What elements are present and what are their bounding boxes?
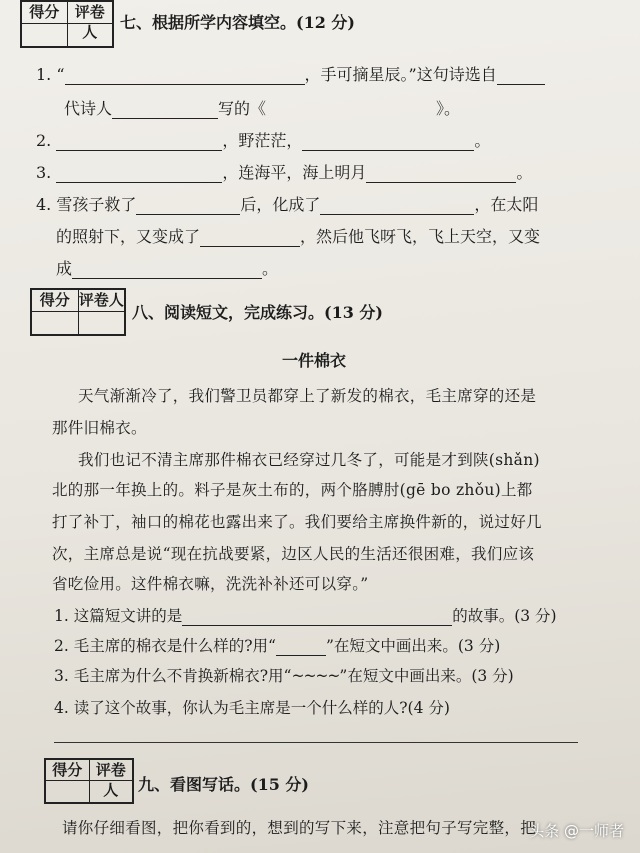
story-p2-line4: 次，主席总是说“现在抗战要紧，边区人民的生活还很困难，我们应该 xyxy=(52,545,535,563)
section7-q1-line2: 代诗人 写的《 》。 xyxy=(64,99,461,118)
story-p1-line1: 天气渐渐冷了，我们警卫员都穿上了新发的棉衣，毛主席穿的还是 xyxy=(78,387,537,405)
wavy-line-mark: ~~~~ xyxy=(291,667,340,685)
section7-q1-line1: 1. “ ，手可摘星辰。”这句诗选自 xyxy=(36,62,545,85)
score-label: 得分 xyxy=(46,760,90,781)
blank[interactable] xyxy=(302,132,474,151)
score-box-section9 xyxy=(44,758,134,804)
straight-line-mark xyxy=(276,637,326,656)
answer-line[interactable] xyxy=(54,742,578,743)
blank[interactable] xyxy=(200,228,300,247)
section7-q4-line3: 成 。 xyxy=(56,259,279,278)
section8-q3: 3. 毛主席为什么不肯换新棉衣?用“~~~~”在短文中画出来。(3 分) xyxy=(54,667,514,685)
section8-q1: 1. 这篇短文讲的是 的故事。(3 分) xyxy=(54,607,557,625)
blank[interactable] xyxy=(366,164,516,183)
grader-label: 评卷人 xyxy=(74,3,105,41)
score-box-section8 xyxy=(30,288,126,336)
story-p1-line2: 那件旧棉衣。 xyxy=(52,419,147,437)
section7-q4-line1: 4. 雪孩子救了 后，化成了 ，在太阳 xyxy=(36,195,539,214)
story-p2-line2: 北的那一年换上的。料子是灰土布的，两个胳膊肘(gē bo zhǒu)上都 xyxy=(52,481,533,499)
score-label: 得分 xyxy=(32,290,79,312)
watermark: 头条 @一师者 xyxy=(529,822,624,840)
section8-title: 八、阅读短文，完成练习。(13 分) xyxy=(132,303,383,322)
blank[interactable] xyxy=(112,100,218,119)
blank[interactable] xyxy=(65,66,305,85)
score-label: 得分 xyxy=(22,2,68,24)
blank[interactable] xyxy=(497,66,545,85)
section9-instructions: 请你仔细看图，把你看到的，想到的写下来，注意把句子写完整，把 xyxy=(62,819,537,837)
grader-label: 评卷人 xyxy=(78,291,124,309)
blank[interactable] xyxy=(56,164,222,183)
story-p2-line3: 打了补丁，袖口的棉花也露出来了。我们要给主席换件新的，说过好几 xyxy=(52,513,542,531)
blank[interactable] xyxy=(56,132,222,151)
section7-title: 七、根据所学内容填空。(12 分) xyxy=(120,13,355,32)
section7-q4-line2: 的照射下，又变成了 ，然后他飞呀飞，飞上天空，又变 xyxy=(56,227,541,246)
story-p2-line5: 省吃俭用。这件棉衣嘛，洗洗补补还可以穿。” xyxy=(52,575,369,593)
story-p2-line1: 我们也记不清主席那件棉衣已经穿过几冬了，可能是才到陕(shǎn) xyxy=(78,451,540,469)
score-box-section7 xyxy=(20,0,114,48)
blank[interactable] xyxy=(72,260,262,279)
section9-title: 九、看图写话。(15 分) xyxy=(138,775,309,794)
blank[interactable] xyxy=(182,607,452,626)
section8-q2: 2. 毛主席的棉衣是什么样的?用“ ”在短文中画出来。(3 分) xyxy=(54,637,501,655)
blank[interactable] xyxy=(136,196,240,215)
blank[interactable] xyxy=(320,196,474,215)
story-title: 一件棉衣 xyxy=(282,351,347,370)
section8-q4: 4. 读了这个故事，你认为毛主席是一个什么样的人?(4 分) xyxy=(54,699,450,717)
grader-label: 评卷人 xyxy=(95,761,126,799)
section7-q3: 3. ，连海平，海上明月 。 xyxy=(36,163,533,182)
section7-q2: 2. ，野茫茫， 。 xyxy=(36,131,491,150)
